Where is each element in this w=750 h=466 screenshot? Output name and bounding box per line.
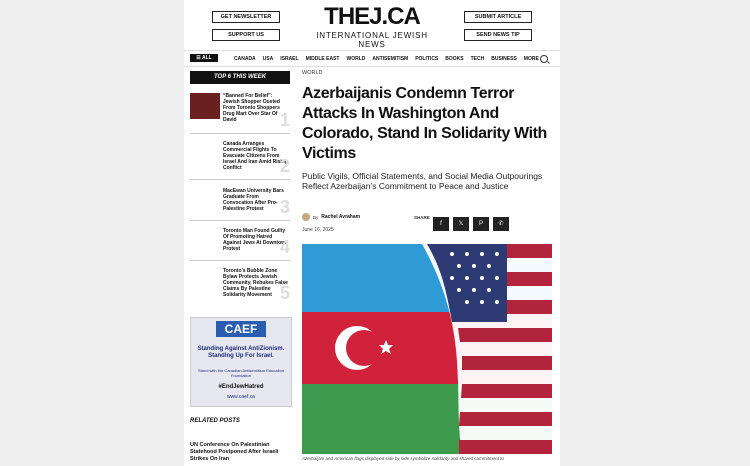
sidebar-item[interactable] [190, 228, 290, 261]
article-category[interactable]: WORLD [302, 70, 323, 76]
newsletter-button[interactable]: GET NEWSLETTER [212, 11, 280, 23]
sidebar-item-title[interactable]: Toronto’s Bubble Zone Bylaw Protects Jewish Community, Rebukes False Claims By Palestine Solidarity Movement [223, 268, 288, 298]
page [184, 0, 560, 466]
nav-item-politics[interactable]: POLITICS [415, 55, 439, 62]
by-label: By [313, 214, 319, 220]
sidebar-item-number: 5 [279, 283, 290, 303]
support-us-button[interactable]: SUPPORT US [212, 29, 280, 41]
ad-hashtag: #EndJewHatred [218, 384, 264, 390]
share-label: SHARE [414, 215, 430, 220]
nav-item-antisemitism[interactable]: ANTISEMITISM [372, 55, 409, 62]
sidebar-item-number: 2 [279, 156, 290, 176]
nav-item-usa[interactable]: USA [262, 55, 274, 62]
sidebar-item-title[interactable]: “Banned For Belief”: Jewish Shopper Ousted From Toronto Shoppers Drug Mart Over Star Of David [223, 93, 280, 123]
sidebar-item-number: 3 [279, 197, 290, 217]
related-posts-heading: RELATED POSTS [190, 418, 240, 424]
facebook-share-button[interactable]: f [433, 217, 449, 231]
nav-item-business[interactable]: BUSINESS [491, 55, 517, 62]
ad-url: www.caef.ca [226, 394, 256, 400]
site-logo[interactable] [305, 5, 439, 49]
pinterest-share-button[interactable]: P [473, 217, 489, 231]
article-title: Azerbaijanis Condemn Terror Attacks In Washington And Colorado, Stand In Solidarity With Victims [302, 85, 547, 162]
sidebar-item[interactable] [190, 188, 290, 221]
article-date: June 16, 2025 [302, 227, 334, 233]
whatsapp-share-button[interactable]: ✆ [493, 217, 509, 231]
sidebar-item-number: 1 [279, 110, 290, 130]
logo-text: THEJ.CA [324, 3, 420, 30]
thumbnail-image[interactable] [190, 93, 220, 119]
author-byline [302, 212, 360, 222]
all-menu-button[interactable]: ☰ ALL [190, 54, 218, 62]
sidebar-item[interactable] [190, 268, 290, 306]
sidebar-item[interactable] [190, 141, 290, 180]
avatar[interactable] [302, 213, 310, 221]
sidebar-item-title[interactable]: MacEwan University Bars Graduate From Convocation After Pro-Palestine Protest [223, 188, 284, 212]
related-post-title[interactable]: UN Conference On Palestinian Statehood Postponed After Israeli Strikes On Iran [190, 442, 279, 462]
sidebar-item[interactable] [190, 93, 290, 134]
ad-logo: CAEF [216, 321, 266, 337]
logo-subtitle: INTERNATIONAL JEWISH NEWS [316, 31, 428, 49]
nav-item-tech[interactable]: TECH [470, 55, 485, 62]
nav-item-world[interactable]: WORLD [346, 55, 366, 62]
author-name[interactable]: Rachel Avraham [321, 214, 361, 220]
send-news-tip-button[interactable]: SEND NEWS TIP [464, 29, 532, 41]
nav-item-more[interactable]: MORE [523, 55, 539, 62]
nav-item-middle-east[interactable]: MIDDLE EAST [305, 55, 340, 62]
search-icon[interactable] [540, 55, 548, 63]
ad-subtext: Stand with the Canadian Antisemitism Education Foundation [197, 368, 285, 378]
main-nav [184, 50, 560, 67]
nav-item-books[interactable]: BOOKS [445, 55, 464, 62]
submit-article-button[interactable]: SUBMIT ARTICLE [464, 11, 532, 23]
flags-illustration [302, 244, 552, 454]
ad-headline: Standing Against AntiZionism. Standing Up For Israel. [197, 346, 285, 359]
x-share-button[interactable]: 𝕏 [453, 217, 469, 231]
sidebar-item-title[interactable]: Toronto Man Found Guilty Of Promoting Hatred Against Jews At Downtown Protest [223, 228, 289, 252]
article-subtitle: Public Vigils, Official Statements, and Social Media Outpourings Reflect Azerbaijan’s Commitment to Peace and Justice [302, 171, 543, 191]
image-caption: Azerbaijani and American flags displayed side by side symbolize solidarity and shared commitment to [302, 456, 504, 461]
nav-item-canada[interactable]: CANADA [234, 55, 256, 62]
top-week-heading: TOP 6 THIS WEEK [190, 71, 290, 84]
hero-image-flags [302, 244, 552, 454]
caef-ad-banner[interactable] [190, 317, 292, 407]
hamburger-icon: ☰ [196, 55, 202, 61]
sidebar-item-number: 4 [279, 237, 290, 257]
sidebar-item-title[interactable]: Canada Arranges Commercial Flights To Evacuate Citizens From Israel And Iran Amid Rising Conflict [223, 141, 288, 171]
nav-item-israel[interactable]: ISRAEL [280, 55, 299, 62]
